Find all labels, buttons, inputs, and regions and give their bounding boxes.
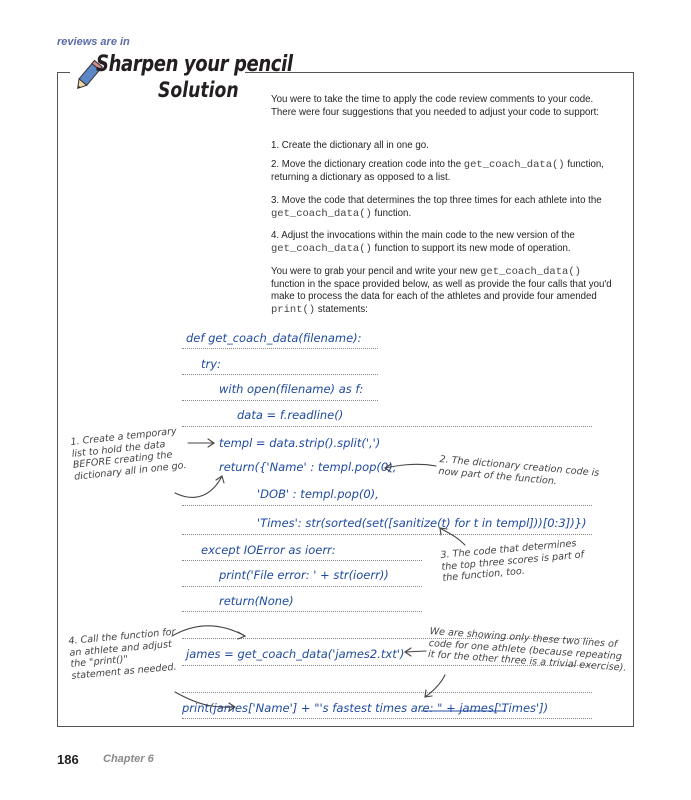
code-line-readline: data = f.readline() bbox=[237, 408, 344, 422]
arrow-to-dict bbox=[385, 464, 436, 468]
code-line-print: print(james['Name'] + "'s fastest times are: " + james['Times']) bbox=[182, 701, 549, 715]
arrow-to-times bbox=[440, 528, 465, 545]
code-line-return-dict: return({'Name' : templ.pop(0), bbox=[219, 460, 397, 474]
arrow-to-call bbox=[172, 626, 245, 636]
annotation-two-lines: We are showing only these two lines of code for one athlete (because repeating it for the other three is a trivial exercise). bbox=[427, 626, 627, 674]
suggestion-2: 2. Move the dictionary creation code into the get_coach_data() function, returning a dictionary as opposed to a list. bbox=[271, 159, 604, 183]
arrow-to-print bbox=[175, 692, 235, 707]
code-line-def: def get_coach_data(filename): bbox=[186, 331, 362, 345]
running-header: reviews are in bbox=[57, 36, 130, 48]
panel-title: Sharpen your pencil bbox=[96, 52, 293, 77]
annotation-call-function: 4. Call the function for an athlete and adjust the "print()" statement as needed. bbox=[68, 626, 177, 682]
chapter-label: Chapter 6 bbox=[103, 753, 154, 765]
page-number: 186 bbox=[57, 752, 79, 767]
code-line-except: except IOError as ioerr: bbox=[201, 543, 336, 557]
suggestion-1: 1. Create the dictionary all in one go. bbox=[271, 140, 429, 151]
annotation-top-three: 3. The code that determines the top three scores is part of the function, too. bbox=[440, 538, 585, 584]
instructions-paragraph: You were to grab your pencil and write your new get_coach_data() function in the space provided below, as well as provide the four calls that you'd make to process the data for each of the athletes and provide four amended print() statements: bbox=[271, 266, 612, 316]
code-line-dob: 'DOB' : templ.pop(0), bbox=[257, 487, 379, 501]
code-line-with: with open(filename) as f: bbox=[219, 382, 364, 396]
code-line-times: 'Times': str(sorted(set([sanitize(t) for t in templ]))[0:3])}) bbox=[257, 516, 587, 530]
suggestion-3: 3. Move the code that determines the top three times for each athlete into the get_coach_data() function. bbox=[271, 195, 602, 220]
code-line-split: templ = data.strip().split(',') bbox=[219, 436, 381, 450]
annotation-temp-list: 1. Create a temporary list to hold the data BEFORE creating the dictionary all in one go. bbox=[70, 425, 188, 483]
code-line-try: try: bbox=[201, 357, 221, 371]
code-line-call: james = get_coach_data('james2.txt') bbox=[186, 647, 405, 661]
suggestion-4: 4. Adjust the invocations within the main code to the new version of the get_coach_data() function to support its new mode of operation. bbox=[271, 230, 575, 255]
arrow-to-return bbox=[175, 476, 222, 497]
annotation-dictionary: 2. The dictionary creation code is now part of the function. bbox=[438, 454, 600, 487]
arrow-from-two-lines bbox=[405, 651, 426, 652]
code-line-print-error: print('File error: ' + str(ioerr)) bbox=[219, 568, 389, 582]
panel-subtitle: Solution bbox=[158, 78, 239, 102]
arrow-to-times-key bbox=[425, 675, 445, 697]
code-line-return-none: return(None) bbox=[219, 594, 294, 608]
intro-paragraph: You were to take the time to apply the code review comments to your code. There were four suggestions that you needed to adjust your code to support: bbox=[271, 94, 599, 118]
